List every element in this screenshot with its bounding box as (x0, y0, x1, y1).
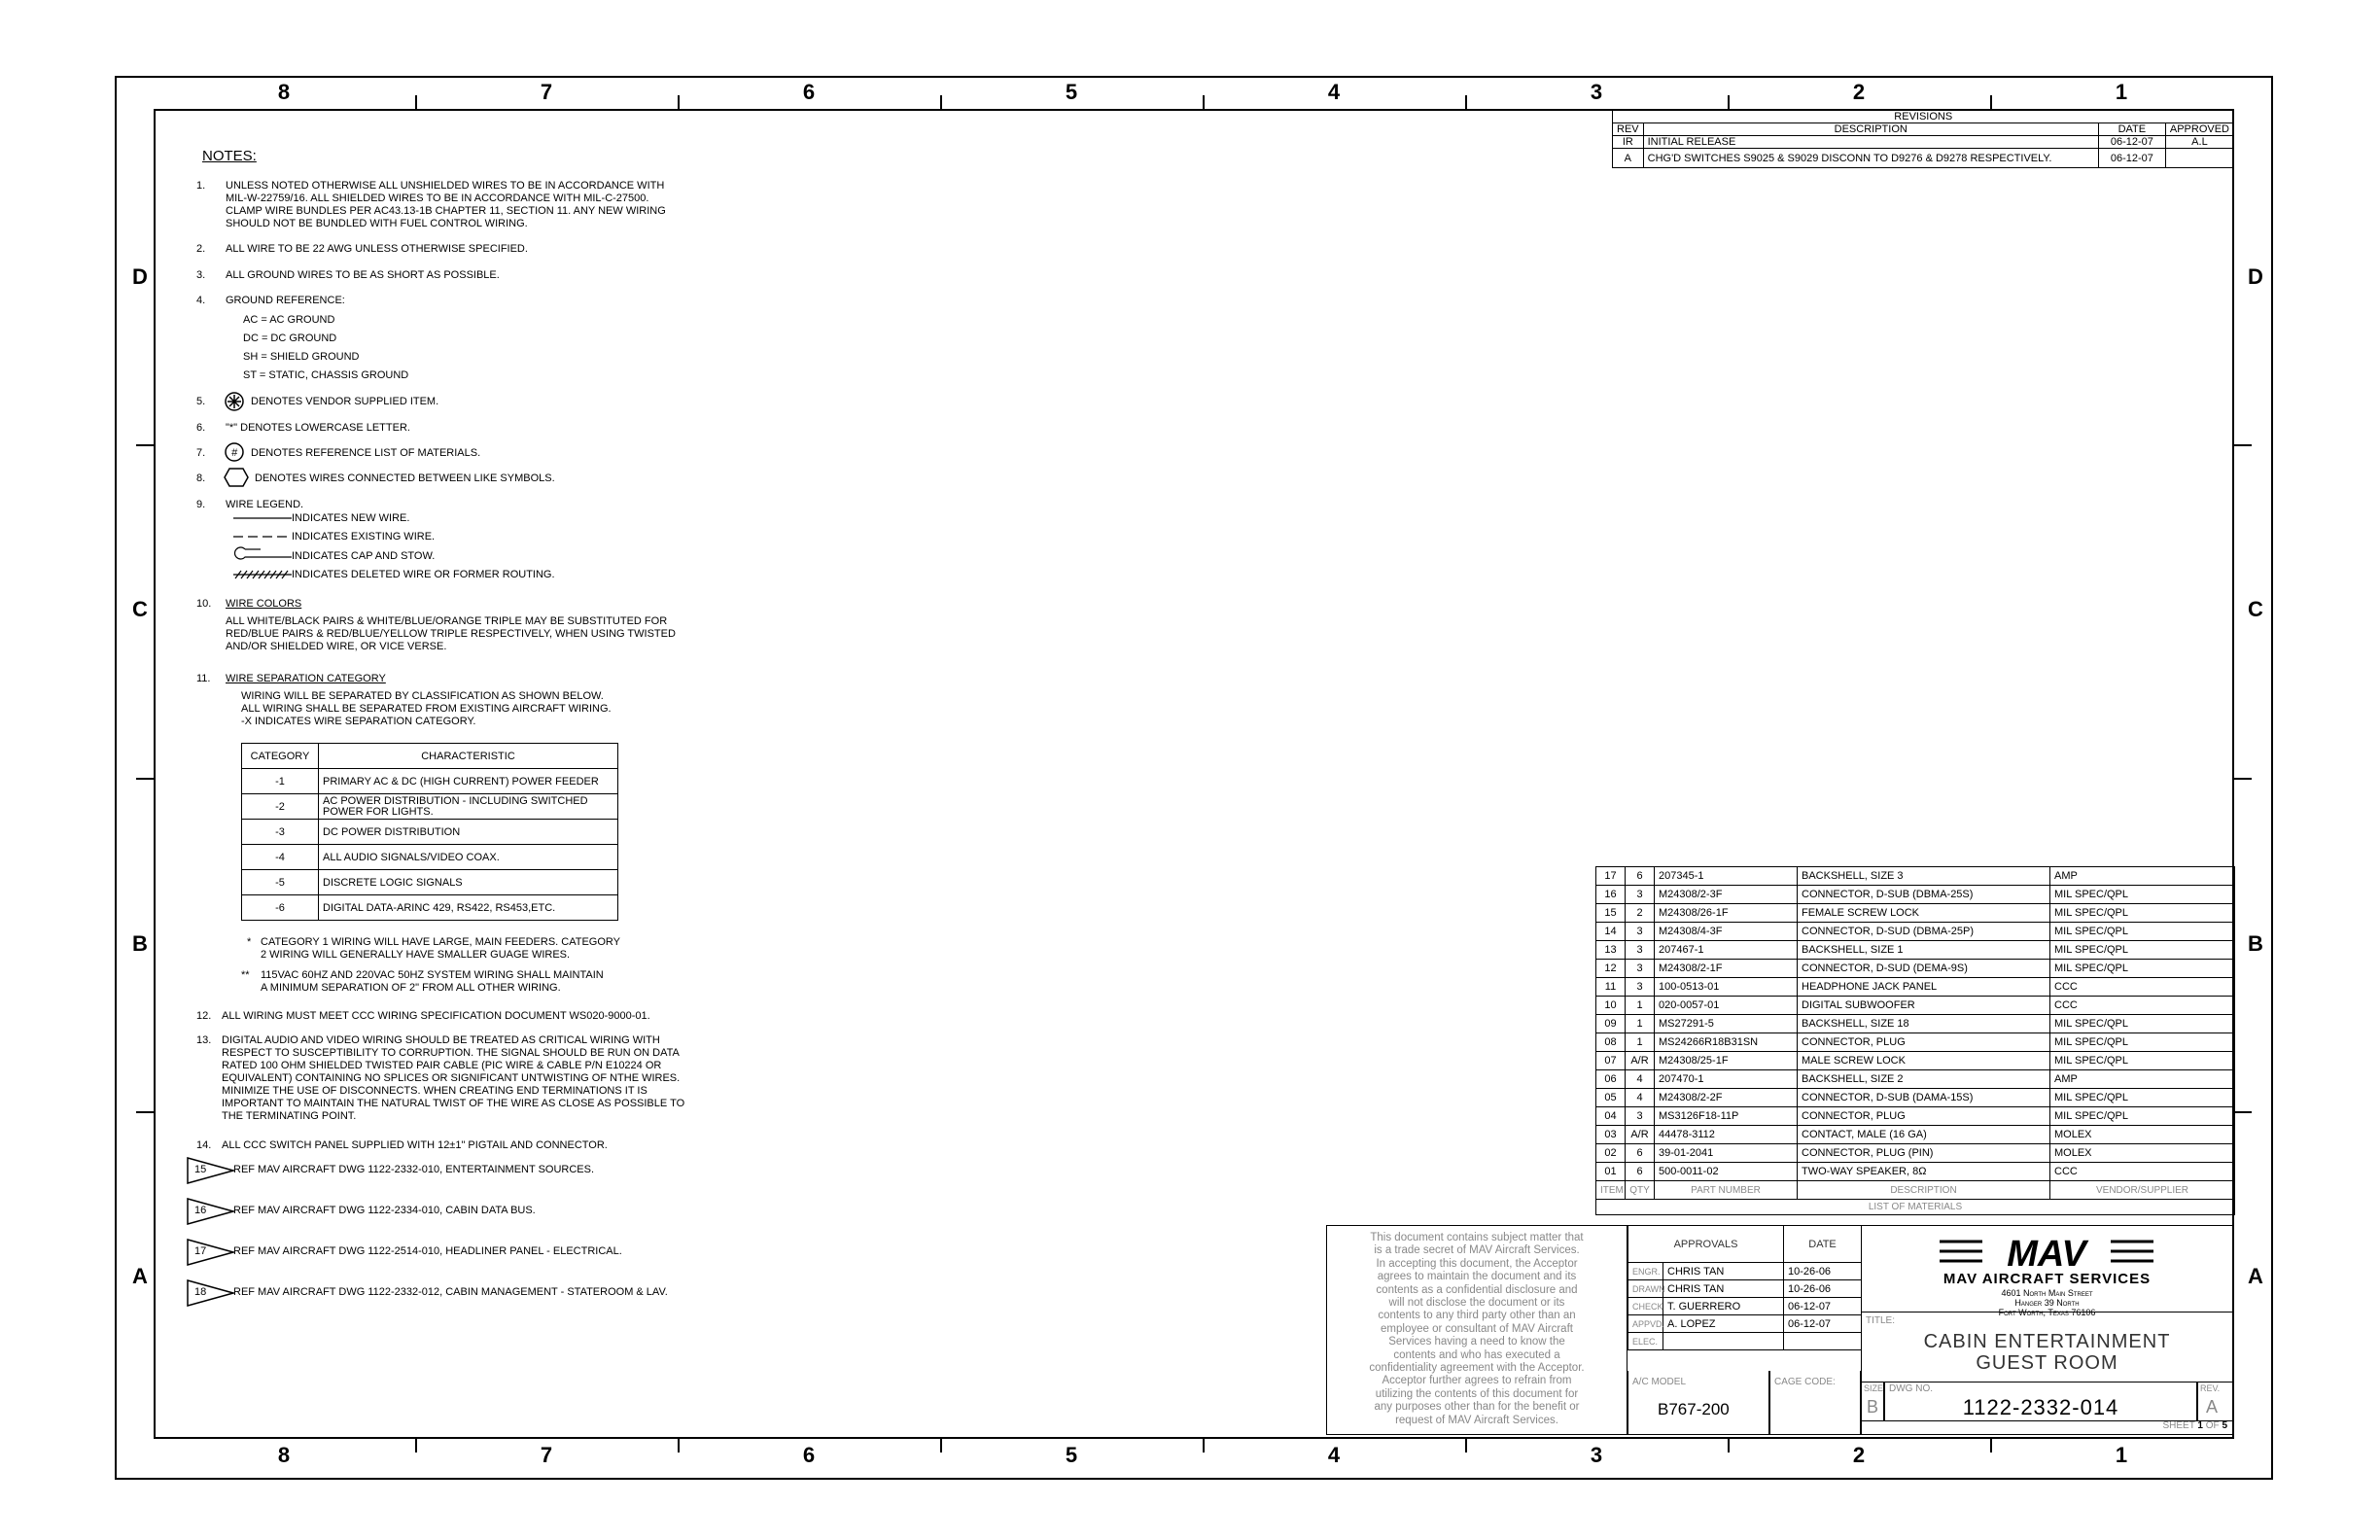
zone-row-b: B (2248, 931, 2263, 956)
company-address-1: 4601 North Main Street (2001, 1288, 2093, 1298)
revision-row: IR INITIAL RELEASE 06-12-07 A.L (1613, 136, 2234, 149)
table-row: 16 3 M24308/2-3F CONNECTOR, D-SUB (DBMA-25S) MIL SPEC/QPL (1596, 886, 2235, 904)
sheet-total: 5 (2222, 1420, 2227, 1431)
confidentiality-line: In accepting this document, the Acceptor (1376, 1257, 1578, 1270)
rev-label: REV. (2200, 1383, 2221, 1393)
confidentiality-line: request of MAV Aircraft Services. (1395, 1414, 1558, 1426)
zone-col-8: 8 (277, 1443, 291, 1467)
zone-row-c: C (2248, 597, 2263, 621)
lom-title: LIST OF MATERIALS (1596, 1200, 2235, 1215)
zone-col-5: 5 (1065, 80, 1078, 104)
confidentiality-line: any purposes other than for the benefit or (1374, 1401, 1580, 1414)
table-row: -1 PRIMARY AC & DC (HIGH CURRENT) POWER FEEDER (242, 769, 618, 794)
table-row: -6 DIGITAL DATA-ARINC 429, RS422, RS453,ETC. (242, 895, 618, 921)
confidentiality-line: employee or consultant of MAV Aircraft (1381, 1322, 1573, 1335)
table-row: 11 3 100-0513-01 HEADPHONE JACK PANEL CCC (1596, 978, 2235, 997)
sheet-label: SHEET (2162, 1420, 2195, 1431)
separation-category-table: CATEGORY CHARACTERISTIC -1 PRIMARY AC & DC (HIGH CURRENT) POWER FEEDER -2 AC POWER DISTRIBUTION - INCLUDING SWITCHED POWER FOR LIGHTS. -3 DC POWER DISTRIBUTION -4 ALL AUDIO SIGNALS/VIDEO COAX. -5 DISCRETE LOGIC SIGNALS -6 DIGITAL DATA-ARINC 429, RS422, RS453,ETC. (241, 743, 618, 921)
approval-row: ELEC. (1628, 1333, 1862, 1350)
revision-row: A CHG'D SWITCHES S9025 & S9029 DISCONN TO D9276 & D9278 RESPECTIVELY. 06-12-07 (1613, 149, 2234, 168)
confidentiality-line: agrees to maintain the document and its (1377, 1271, 1577, 1283)
svg-text:#: # (230, 447, 238, 459)
approval-row: DRAWN CHRIS TAN 10-26-06 (1628, 1280, 1862, 1298)
approvals-header: APPROVALS (1628, 1226, 1784, 1263)
title-area (1862, 1312, 2232, 1382)
zone-col-1: 1 (2115, 1443, 2128, 1467)
table-row: 07 A/R M24308/25-1F MALE SCREW LOCK MIL SPEC/QPL (1596, 1052, 2235, 1070)
zone-row-d: D (132, 264, 148, 289)
zone-row-d: D (2248, 264, 2263, 289)
zone-col-5: 5 (1065, 1443, 1078, 1467)
approvals-date-header: DATE (1784, 1226, 1862, 1263)
lom-header-part-number: PART NUMBER (1655, 1181, 1798, 1200)
company-logo-area (1862, 1226, 2232, 1317)
hexagon-icon (224, 467, 249, 488)
table-row: 08 1 MS24266R18B31SN CONNECTOR, PLUG MIL SPEC/QPL (1596, 1033, 2235, 1052)
drawing-number: 1122-2332-014 (1962, 1395, 2119, 1419)
zone-col-3: 3 (1590, 80, 1603, 104)
table-row: 03 A/R 44478-3112 CONTACT, MALE (16 GA) MOLEX (1596, 1126, 2235, 1144)
of-label: OF (2205, 1420, 2220, 1431)
mav-logo (1940, 1234, 2153, 1269)
confidentiality-line: Acceptor further agrees to refrain from (1382, 1375, 1572, 1387)
table-row: 01 6 500-0011-02 TWO-WAY SPEAKER, 8Ω CCC (1596, 1163, 2235, 1181)
zone-col-2: 2 (1852, 1443, 1866, 1467)
table-row: 14 3 M24308/4-3F CONNECTOR, D-SUD (DBMA-25P) MIL SPEC/QPL (1596, 923, 2235, 941)
sheet-size: B (1867, 1397, 1879, 1417)
revisions-block (1612, 110, 2234, 168)
company-address-2: Hanger 39 North (2014, 1298, 2080, 1308)
lom-header-item: ITEM (1596, 1181, 1626, 1200)
approval-row: ENGR. CHRIS TAN 10-26-06 (1628, 1263, 1862, 1280)
approval-row: CHECK T. GUERRERO 06-12-07 (1628, 1298, 1862, 1315)
sheet-info (1862, 1420, 2227, 1431)
approvals-block (1628, 1225, 1862, 1418)
drawing-title-line-1: CABIN ENTERTAINMENT (1923, 1331, 2171, 1352)
table-row: 17 6 207345-1 BACKSHELL, SIZE 3 AMP (1596, 867, 2235, 886)
confidentiality-line: utilizing the contents of this document for (1375, 1387, 1579, 1400)
confidentiality-line: contents as a confidential disclosure and (1376, 1283, 1578, 1296)
table-row: 05 4 M24308/2-2F CONNECTOR, D-SUB (DAMA-15S) MIL SPEC/QPL (1596, 1089, 2235, 1107)
vendor-supplied-icon (224, 391, 245, 412)
aircraft-model: B767-200 (1658, 1400, 1730, 1418)
company-title-block (1861, 1225, 2234, 1435)
drawing-number-area (1862, 1382, 2232, 1421)
drawing-title-line-2: GUEST ROOM (1976, 1352, 2118, 1374)
revisions-header-desc: DESCRIPTION (1643, 123, 2098, 136)
lom-header-description: DESCRIPTION (1798, 1181, 2050, 1200)
confidentiality-line: This document contains subject matter that (1370, 1232, 1584, 1243)
lom-header-qty: QTY (1626, 1181, 1655, 1200)
company-name: MAV AIRCRAFT SERVICES (1942, 1271, 2152, 1287)
zone-row-c: C (132, 597, 148, 621)
mav-logo-text: MAV (2007, 1234, 2086, 1269)
confidentiality-line: contents and who has executed a (1393, 1348, 1560, 1361)
confidentiality-line: confidentiality agreement with the Acceptor. (1369, 1362, 1585, 1375)
model-label: A/C MODEL (1632, 1377, 1687, 1387)
revisions-header-rev: REV (1613, 123, 1644, 136)
table-row: 13 3 207467-1 BACKSHELL, SIZE 1 MIL SPEC/QPL (1596, 941, 2235, 960)
table-row: -4 ALL AUDIO SIGNALS/VIDEO COAX. (242, 845, 618, 870)
table-row: -3 DC POWER DISTRIBUTION (242, 820, 618, 845)
table-row: 02 6 39-01-2041 CONNECTOR, PLUG (PIN) MOLEX (1596, 1144, 2235, 1163)
table-row: 06 4 207470-1 BACKSHELL, SIZE 2 AMP (1596, 1070, 2235, 1089)
zone-col-3: 3 (1590, 1443, 1603, 1467)
cage-code-label: CAGE CODE: (1774, 1377, 1836, 1387)
table-row: 10 1 020-0057-01 DIGITAL SUBWOOFER CCC (1596, 997, 2235, 1015)
lom-header-vendor: VENDOR/SUPPLIER (2050, 1181, 2235, 1200)
confidentiality-line: Services having a need to know the (1388, 1336, 1565, 1348)
zone-row-a: A (132, 1264, 148, 1288)
zone-col-6: 6 (802, 1443, 816, 1467)
confidentiality-notice (1326, 1225, 1628, 1435)
zone-col-7: 7 (540, 1443, 553, 1467)
zone-col-6: 6 (802, 80, 816, 104)
zone-col-8: 8 (277, 80, 291, 104)
title-label: TITLE: (1866, 1315, 1896, 1326)
confidentiality-line: will not disclose the document or its (1388, 1297, 1565, 1310)
table-row: 15 2 M24308/26-1F FEMALE SCREW LOCK MIL SPEC/QPL (1596, 904, 2235, 923)
zone-row-b: B (132, 931, 148, 956)
zone-col-4: 4 (1327, 80, 1341, 104)
notes-heading: NOTES: (202, 148, 257, 164)
reference-list-icon (224, 441, 245, 463)
table-row: -5 DISCRETE LOGIC SIGNALS (242, 870, 618, 895)
approval-row: APPVD. A. LOPEZ 06-12-07 (1628, 1315, 1862, 1333)
zone-col-7: 7 (540, 80, 553, 104)
size-label: SIZE (1864, 1383, 1884, 1393)
wire-legend-symbols (231, 510, 296, 588)
list-of-materials (1595, 866, 2235, 1215)
dwg-no-label: DWG NO. (1889, 1383, 1933, 1394)
revisions-title: REVISIONS (1613, 111, 2234, 123)
zone-col-1: 1 (2115, 80, 2128, 104)
table-row: 09 1 MS27291-5 BACKSHELL, SIZE 18 MIL SPEC/QPL (1596, 1015, 2235, 1033)
sheet-number: 1 (2197, 1420, 2203, 1431)
zone-col-2: 2 (1852, 80, 1866, 104)
zone-row-a: A (2248, 1264, 2263, 1288)
company-address-3: Fort Worth, Texas 76106 (1998, 1308, 2096, 1317)
table-row: 04 3 MS3126F18-11P CONNECTOR, PLUG MIL SPEC/QPL (1596, 1107, 2235, 1126)
revisions-header-date: DATE (2098, 123, 2165, 136)
confidentiality-line: is a trade secret of MAV Aircraft Services. (1374, 1244, 1580, 1257)
revisions-header-approved: APPROVED (2165, 123, 2233, 136)
confidentiality-line: contents to any third party other than an (1378, 1310, 1576, 1322)
zone-col-4: 4 (1327, 1443, 1341, 1467)
revision-letter: A (2206, 1397, 2219, 1417)
table-row: -2 AC POWER DISTRIBUTION - INCLUDING SWITCHED POWER FOR LIGHTS. (242, 794, 618, 820)
table-row: 12 3 M24308/2-1F CONNECTOR, D-SUD (DEMA-9S) MIL SPEC/QPL (1596, 960, 2235, 978)
